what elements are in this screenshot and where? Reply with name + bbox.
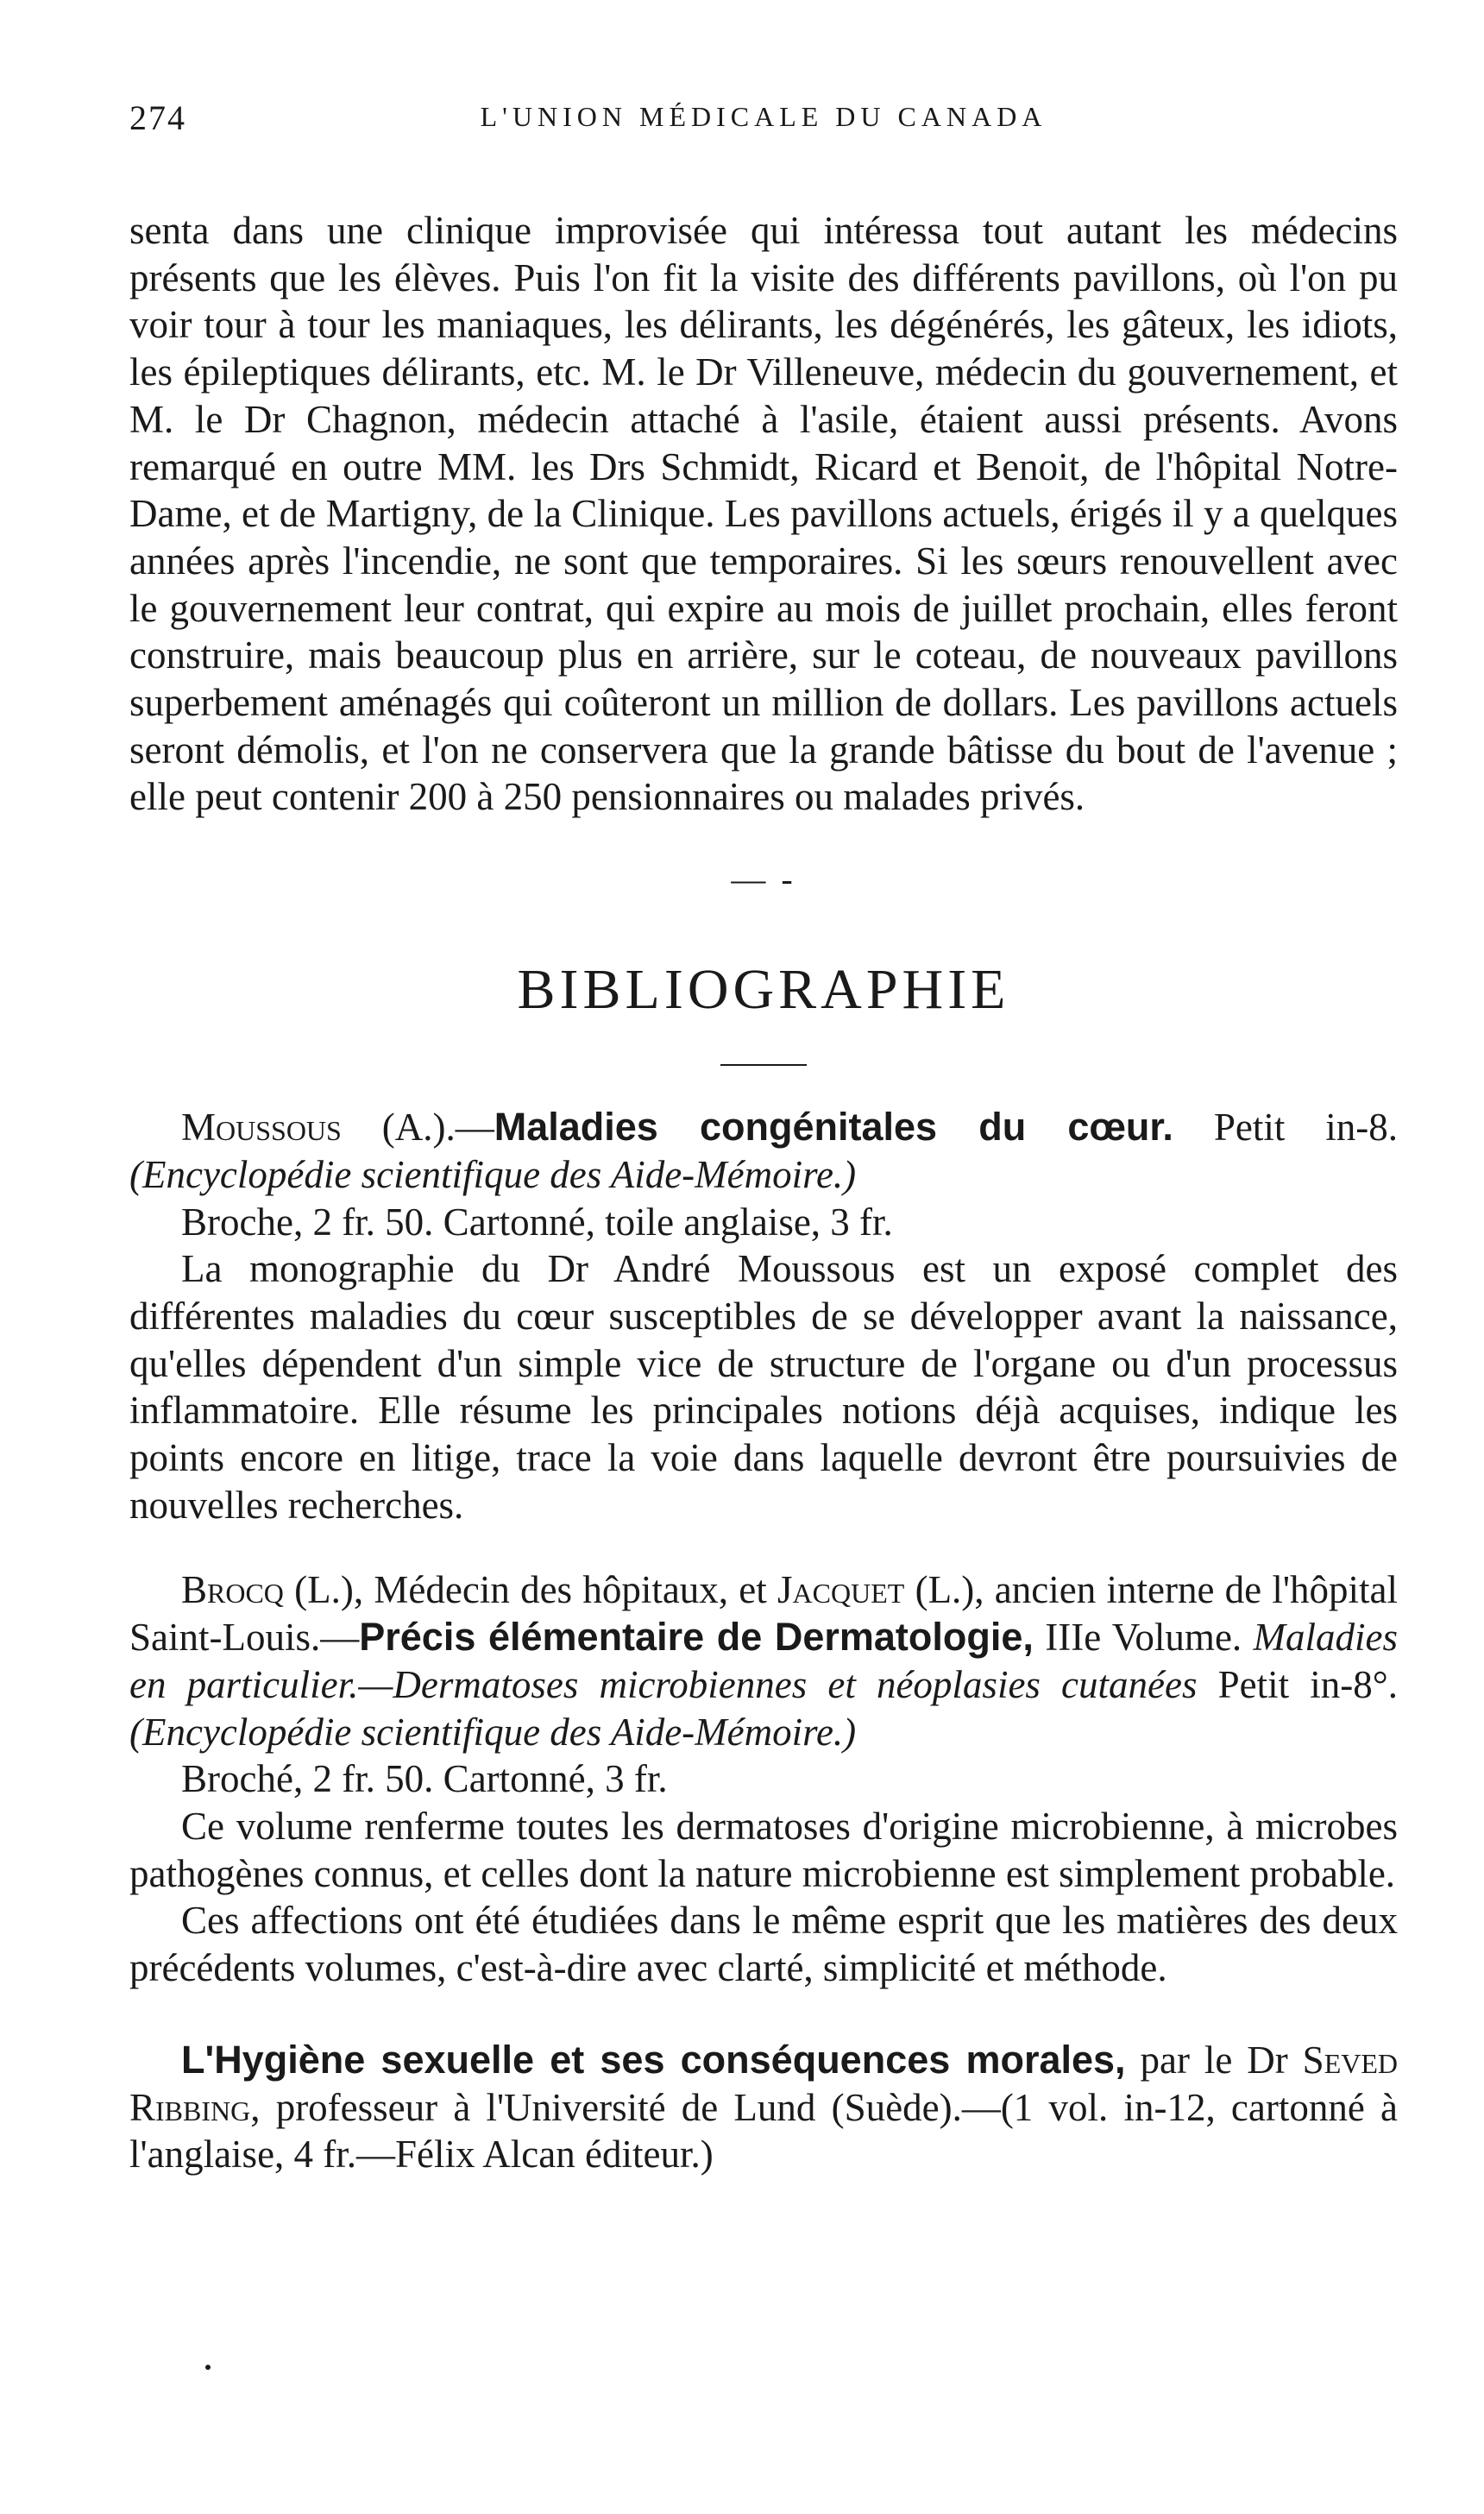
entry-body: La monographie du Dr André Moussous est un exposé complet des différentes maladies du cœur susceptibles de se développer avant la naissance, qu'elles dépendent d'un simple vice de structure de l'organe ou d'un processus inflammatoire. Elle résume les principales notions déjà acquises, indique les points encore en litige, trace la voie dans laquelle devront être poursuivies de nouvelles recherches.: [129, 1247, 1398, 1527]
entry-title: Maladies congénitales du cœur.: [494, 1105, 1173, 1150]
section-title: BIBLIOGRAPHIE: [517, 958, 1010, 1022]
entry-series: (Encyclopédie scientifique des Aide-Mémoire.): [129, 1710, 857, 1754]
journal-title: L'UNION MÉDICALE DU CANADA: [480, 101, 1047, 132]
entry-subtitle: Maladies en particulier.—Dermatoses microbiennes et néoplasies cutanées: [129, 1616, 1399, 1706]
entry-author: Brocq: [181, 1568, 284, 1612]
page: [129, 82, 1398, 2178]
intro-paragraph: senta dans une clinique improvisée qui intéressa tout autant les médecins présents que les élèves. Puis l'on fit la visite des différents pavillons, où l'on pu voir tour à tour les maniaques, les délirants, les dégénérés, les gâteux, les idiots, les épileptiques délirants, etc. M. le Dr Villeneuve, médecin du gouvernement, et M. le Dr Chagnon, médecin attaché à l'asile, étaient aussi présents. Avons remarqué en outre MM. les Drs Schmidt, Ricard et Benoit, de l'hôpital Notre-Dame, et de Martigny, de la Clinique. Les pavillons actuels, érigés il y a quelques années après l'incendie, ne sont que temporaires. Si les sœurs renouvellent avec le gouvernement leur contrat, qui expire au mois de juillet prochain, elles feront construire, mais beaucoup plus en arrière, sur le coteau, de nouveaux pavillons superbement aménagés qui coûteront un million de dollars. Les pavillons actuels seront démolis, et l'on ne conservera que la grande bâtisse du bout de l'avenue ; elle peut contenir 200 à 250 pensionnaires ou malades privés.: [129, 209, 1398, 819]
bibliography-entry-brocq: [129, 1566, 1398, 1991]
entry-price: Broché, 2 fr. 50. Cartonné, 3 fr.: [181, 1757, 668, 1801]
page-speck: [205, 2365, 211, 2370]
entry-body: Ces affections ont été étudiées dans le même esprit que les matières des deux précédents volumes, c'est-à-dire avec clarté, simplicité et méthode.: [129, 1899, 1398, 1990]
entry-title: Précis élémentaire de Dermatologie,: [359, 1615, 1034, 1660]
entry-heading: [129, 2037, 1398, 2178]
entry-title: L'Hygiène sexuelle et ses conséquences morales,: [181, 2037, 1126, 2082]
entry-author: Moussous: [181, 1106, 342, 1150]
entry-body: Ce volume renferme toutes les dermatoses d'origine microbienne, à microbes pathogènes connus, et celles dont la nature microbienne est simplement probable.: [129, 1804, 1398, 1895]
entry-heading: [129, 1566, 1398, 1755]
entry-heading: [129, 1104, 1398, 1198]
bibliography-entry-moussous: [129, 1104, 1398, 1528]
page-number: 274: [129, 98, 186, 137]
entry-author-initial: (L.), Médecin des hôpitaux, et: [283, 1568, 778, 1612]
entry-author: Seved Ribbing: [129, 2038, 1399, 2129]
separator-ornament: — -: [731, 860, 796, 899]
entry-author-second: Jacquet: [777, 1568, 905, 1612]
entry-series: (Encyclopédie scientifique des Aide-Mémoire.): [129, 1152, 857, 1196]
entry-by: par le Dr: [1125, 2038, 1303, 2082]
bibliography-entry-ribbing: [129, 2037, 1398, 2178]
running-head: [129, 82, 1398, 137]
entry-details: , professeur à l'Université de Lund (Suède).—(1 vol. in-12, cartonné à l'anglaise, 4 fr.—Félix Alcan éditeur.): [129, 2085, 1398, 2177]
title-rule: [720, 1064, 807, 1066]
entry-author-initial: (A.).—: [341, 1106, 494, 1150]
entry-volume: IIIe Volume.: [1033, 1616, 1254, 1660]
entry-format: Petit in-8°.: [1197, 1662, 1398, 1706]
entry-author-second-initial: (L.), ancien interne de l'hôpital Saint-Louis.—: [129, 1568, 1398, 1660]
entry-format: Petit in-8.: [1173, 1106, 1398, 1150]
entry-price: Broche, 2 fr. 50. Cartonné, toile anglaise, 3 fr.: [181, 1200, 893, 1244]
